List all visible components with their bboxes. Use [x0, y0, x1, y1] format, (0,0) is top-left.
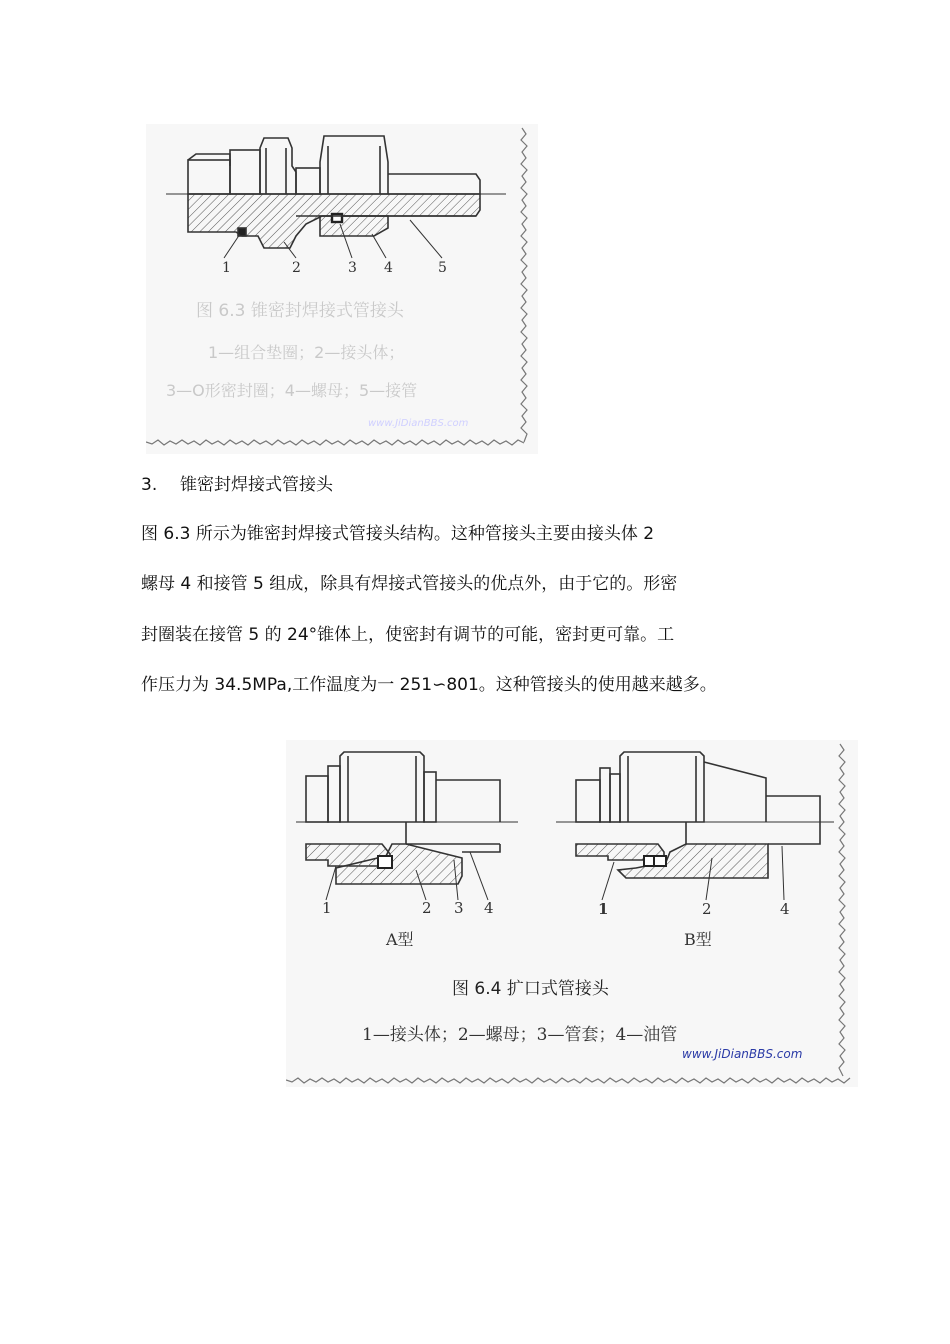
- fig2-b-part-number: 2: [702, 900, 712, 918]
- fig2-a-part-number: 2: [422, 899, 432, 917]
- flare-joint-type-a-drawing: [296, 752, 518, 900]
- cone-seal-joint-drawing: [166, 136, 506, 258]
- fig1-part-number: 4: [384, 260, 393, 276]
- fig1-part-number: 2: [292, 260, 301, 276]
- paragraph-line: 图 6.3 所示为锥密封焊接式管接头结构。这种管接头主要由接头体 2: [141, 524, 655, 544]
- section-heading-title: 锥密封焊接式管接头: [180, 475, 334, 495]
- fig1-torn-edge-right: [521, 128, 527, 442]
- figure-6-3-drawing: [146, 124, 538, 454]
- fig1-legend-line-2: 3—O形密封圈；4—螺母；5—接管: [166, 381, 418, 400]
- fig1-part-number: 1: [222, 260, 231, 276]
- fig1-part-number: 3: [348, 260, 357, 276]
- fig1-part-number: 5: [438, 260, 447, 276]
- section-heading-number: 3.: [141, 475, 158, 495]
- fig2-a-part-number: 4: [484, 899, 494, 917]
- figure-6-4-drawing: [286, 740, 858, 1087]
- fig2-caption-title: 图 6.4 扩口式管接头: [452, 979, 609, 999]
- fig2-a-part-number: 1: [322, 899, 332, 917]
- fig2-legend: 1—接头体；2—螺母；3—管套；4—油管: [362, 1025, 678, 1045]
- fig2-torn-edge-bottom: [286, 1078, 850, 1083]
- figure-6-3: [146, 124, 538, 454]
- fig2-b-part-number: 4: [780, 900, 790, 918]
- fig2-watermark: www.JiDianBBS.com: [682, 1047, 803, 1061]
- flare-joint-type-b-drawing: [556, 752, 834, 900]
- fig2-type-a-label: A型: [386, 930, 414, 949]
- fig1-torn-edge-bottom: [146, 440, 524, 445]
- fig1-legend-line-1: 1—组合垫圈；2—接头体；: [208, 343, 405, 362]
- section-heading: [141, 474, 333, 496]
- fig2-b-part-number: 1: [598, 900, 609, 918]
- fig2-a-part-number: 3: [454, 899, 464, 917]
- figure-6-4: [286, 740, 858, 1087]
- paragraph-line: 螺母 4 和接管 5 组成，除具有焊接式管接头的优点外，由于它的。形密: [141, 574, 678, 594]
- fig2-torn-edge-right: [839, 744, 845, 1076]
- paragraph-line: 封圈装在接管 5 的 24°锥体上，使密封有调节的可能，密封更可靠。工: [141, 625, 675, 645]
- fig2-type-b-label: B型: [684, 930, 712, 949]
- paragraph-line: 作压力为 34.5MPa,工作温度为一 251∽801。这种管接头的使用越来越多。: [141, 675, 717, 695]
- fig1-watermark: www.JiDianBBS.com: [368, 418, 469, 429]
- fig1-caption-title: 图 6.3 锥密封焊接式管接头: [196, 301, 404, 321]
